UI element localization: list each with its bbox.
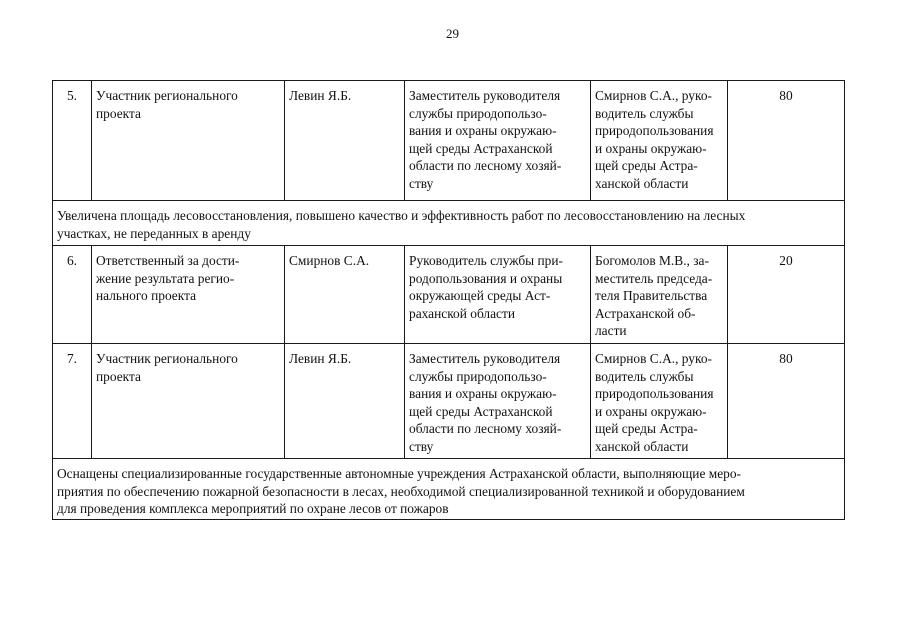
share-cell: 80 [728,344,845,459]
person-cell: Смирнов С.А. [285,246,405,344]
position-line: ству [409,438,434,454]
result-row [53,459,845,520]
position-line: службы природопользо- [409,368,547,384]
position-line: Руководитель службы при- [409,253,563,268]
supervisor-line: Смирнов С.А., руко- [595,88,712,103]
position-line: области по лесному хозяй- [409,158,562,174]
role-cell [92,246,285,344]
result-cell [53,459,845,520]
supervisor-line: водитель службы [595,105,694,121]
supervisor-line: и охраны окружаю- [595,403,707,419]
supervisor-line: щей среды Астра- [595,421,698,437]
result-line: участках, не переданных в аренду [57,225,251,241]
result-line: приятия по обеспечению пожарной безопасности в лесах, необходимой специализированной техникой и оборудованием [57,483,745,499]
position-line: вания и охраны окружаю- [409,386,557,402]
result-line: Оснащены специализированные государственные автономные учреждения Астраханской области, выполняющие меро- [57,466,741,481]
supervisor-cell [591,344,728,459]
supervisor-line: ханской области [595,175,689,191]
result-line: Увеличена площадь лесовосстановления, повышено качество и эффективность работ по лесовосстановлению на лесных [57,208,746,223]
role-cell [92,344,285,459]
table-row [53,344,845,459]
position-line: ству [409,175,434,191]
role-line: Ответственный за дости- [96,253,240,268]
position-line: вания и охраны окружаю- [409,123,557,139]
person-cell: Левин Я.Б. [285,81,405,201]
result-row [53,201,845,246]
result-line: для проведения комплекса мероприятий по охране лесов от пожаров [57,501,449,517]
position-line: родопользования и охраны [409,270,563,286]
position-cell [405,344,591,459]
position-line: щей среды Астраханской [409,140,553,156]
share-cell: 20 [728,246,845,344]
role-line: жение результата регио- [96,270,235,286]
role-line: Участник регионального [96,351,238,366]
supervisor-line: меститель председа- [595,270,713,286]
supervisor-line: и охраны окружаю- [595,140,707,156]
responsibility-table [52,80,845,520]
role-line: нального проекта [96,288,197,304]
row-number: 7. [53,344,92,459]
supervisor-cell [591,246,728,344]
position-line: Заместитель руководителя [409,351,561,366]
position-cell [405,246,591,344]
role-line: проекта [96,105,141,121]
position-line: окружающей среды Аст- [409,288,551,304]
position-line: Заместитель руководителя [409,88,561,103]
supervisor-line: ханской области [595,438,689,454]
role-line: Участник регионального [96,88,238,103]
position-line: щей среды Астраханской [409,403,553,419]
supervisor-line: Богомолов М.В., за- [595,253,709,268]
row-number: 5. [53,81,92,201]
page-number: 29 [446,26,459,41]
supervisor-line: щей среды Астра- [595,158,698,174]
position-line: области по лесному хозяй- [409,421,562,437]
share-cell: 80 [728,81,845,201]
person-cell: Левин Я.Б. [285,344,405,459]
supervisor-line: природопользования [595,123,714,139]
supervisor-cell [591,81,728,201]
table-row [53,246,845,344]
position-cell [405,81,591,201]
position-line: раханской области [409,305,516,321]
role-line: проекта [96,368,141,384]
role-cell [92,81,285,201]
supervisor-line: водитель службы [595,368,694,384]
result-cell [53,201,845,246]
supervisor-line: природопользования [595,386,714,402]
supervisor-line: Смирнов С.А., руко- [595,351,712,366]
position-line: службы природопользо- [409,105,547,121]
table-row [53,81,845,201]
supervisor-line: Астраханской об- [595,305,696,321]
row-number: 6. [53,246,92,344]
supervisor-line: теля Правительства [595,288,708,304]
supervisor-line: ласти [595,323,627,339]
